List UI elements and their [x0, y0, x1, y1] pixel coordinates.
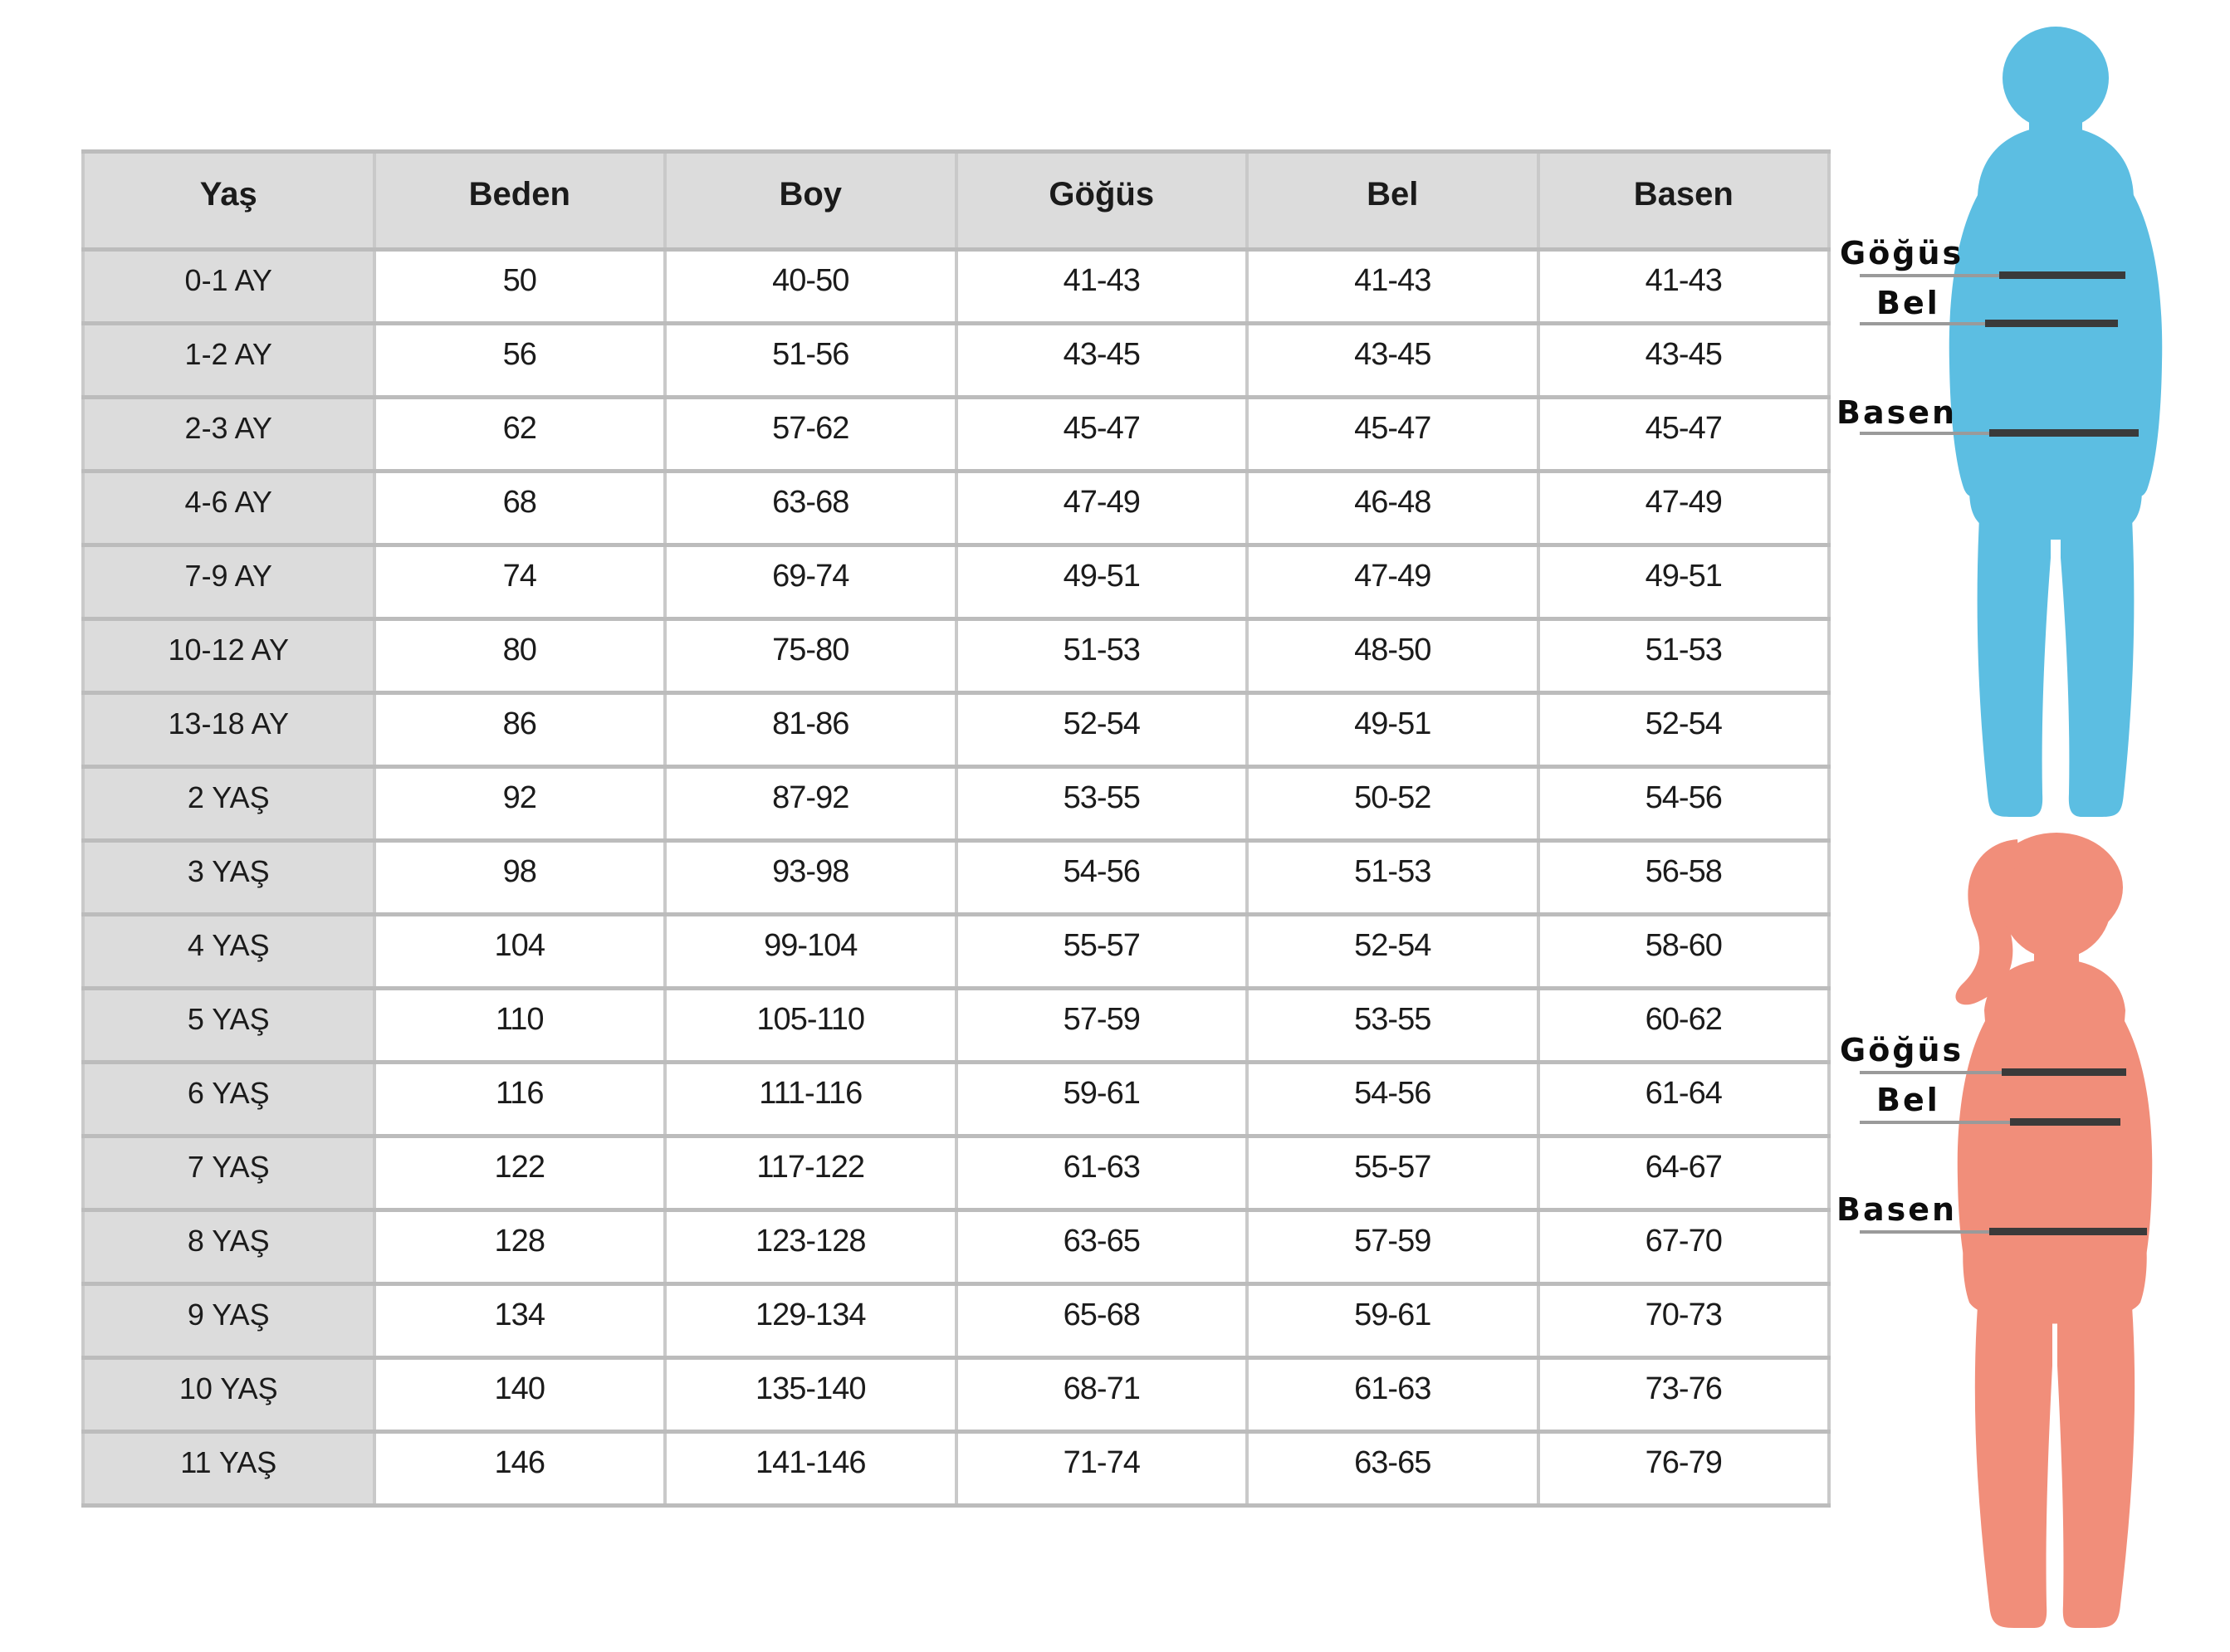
- girl-hips-label: Basen: [1836, 1191, 1958, 1228]
- row-age-cell: 2-3 AY: [83, 398, 374, 472]
- row-age-cell: 4 YAŞ: [83, 915, 374, 989]
- row-age-cell: 8 YAŞ: [83, 1210, 374, 1284]
- table-row: [83, 767, 1829, 841]
- row-value-cell: 47-49: [956, 472, 1248, 545]
- row-value-cell: 122: [374, 1136, 666, 1210]
- table-row: [83, 545, 1829, 619]
- row-value-cell: 43-45: [956, 324, 1248, 398]
- row-value-cell: 65-68: [956, 1284, 1248, 1358]
- row-value-cell: 54-56: [1247, 1063, 1538, 1136]
- row-age-cell: 7-9 AY: [83, 545, 374, 619]
- header-waist: Bel: [1247, 152, 1538, 250]
- row-value-cell: 74: [374, 545, 666, 619]
- boy-chest-measure-line: [1999, 271, 2125, 279]
- row-value-cell: 86: [374, 693, 666, 767]
- boy-waist-label: Bel: [1876, 285, 1940, 321]
- row-value-cell: 61-63: [956, 1136, 1248, 1210]
- row-value-cell: 59-61: [1247, 1284, 1538, 1358]
- row-value-cell: 134: [374, 1284, 666, 1358]
- girl-hips-leader-line: [1860, 1230, 1993, 1234]
- table-row: [83, 398, 1829, 472]
- row-value-cell: 60-62: [1538, 989, 1830, 1063]
- table-row: [83, 619, 1829, 693]
- row-value-cell: 45-47: [1247, 398, 1538, 472]
- table-row: [83, 1432, 1829, 1506]
- row-value-cell: 63-65: [1247, 1432, 1538, 1506]
- row-age-cell: 1-2 AY: [83, 324, 374, 398]
- row-age-cell: 11 YAŞ: [83, 1432, 374, 1506]
- row-value-cell: 99-104: [665, 915, 956, 989]
- table-row: [83, 1358, 1829, 1432]
- girl-chest-measure-line: [2002, 1068, 2126, 1076]
- boy-hips-label: Basen: [1836, 394, 1958, 431]
- row-value-cell: 104: [374, 915, 666, 989]
- row-value-cell: 140: [374, 1358, 666, 1432]
- row-value-cell: 52-54: [1538, 693, 1830, 767]
- row-value-cell: 43-45: [1247, 324, 1538, 398]
- row-value-cell: 57-62: [665, 398, 956, 472]
- row-age-cell: 9 YAŞ: [83, 1284, 374, 1358]
- row-value-cell: 49-51: [956, 545, 1248, 619]
- row-value-cell: 141-146: [665, 1432, 956, 1506]
- girl-waist-measure-line: [2010, 1118, 2120, 1126]
- table-body: [83, 250, 1829, 1506]
- row-value-cell: 76-79: [1538, 1432, 1830, 1506]
- row-value-cell: 51-53: [956, 619, 1248, 693]
- table-row: [83, 989, 1829, 1063]
- row-value-cell: 58-60: [1538, 915, 1830, 989]
- row-value-cell: 50-52: [1247, 767, 1538, 841]
- boy-hips-leader-line: [1860, 432, 1993, 435]
- row-value-cell: 87-92: [665, 767, 956, 841]
- table-row: [83, 250, 1829, 324]
- boy-waist-measure-line: [1985, 320, 2118, 327]
- row-value-cell: 110: [374, 989, 666, 1063]
- row-value-cell: 116: [374, 1063, 666, 1136]
- row-value-cell: 63-68: [665, 472, 956, 545]
- table-row: [83, 1284, 1829, 1358]
- row-value-cell: 98: [374, 841, 666, 915]
- row-value-cell: 45-47: [1538, 398, 1830, 472]
- row-age-cell: 2 YAŞ: [83, 767, 374, 841]
- row-age-cell: 6 YAŞ: [83, 1063, 374, 1136]
- row-value-cell: 129-134: [665, 1284, 956, 1358]
- row-age-cell: 13-18 AY: [83, 693, 374, 767]
- girl-waist-label: Bel: [1876, 1082, 1940, 1118]
- row-value-cell: 47-49: [1247, 545, 1538, 619]
- size-chart-table: [81, 149, 1831, 1508]
- table-row: [83, 472, 1829, 545]
- header-height: Boy: [665, 152, 956, 250]
- row-age-cell: 10-12 AY: [83, 619, 374, 693]
- row-value-cell: 59-61: [956, 1063, 1248, 1136]
- girl-chest-leader-line: [1860, 1071, 2005, 1074]
- row-value-cell: 54-56: [956, 841, 1248, 915]
- row-value-cell: 68-71: [956, 1358, 1248, 1432]
- table-row: [83, 1063, 1829, 1136]
- boy-chest-leader-line: [1860, 274, 2003, 277]
- row-value-cell: 111-116: [665, 1063, 956, 1136]
- header-age: Yaş: [83, 152, 374, 250]
- row-value-cell: 61-63: [1247, 1358, 1538, 1432]
- header-hips: Basen: [1538, 152, 1830, 250]
- row-value-cell: 55-57: [956, 915, 1248, 989]
- row-value-cell: 56: [374, 324, 666, 398]
- table-row: [83, 324, 1829, 398]
- row-value-cell: 54-56: [1538, 767, 1830, 841]
- table-row: [83, 841, 1829, 915]
- row-value-cell: 52-54: [1247, 915, 1538, 989]
- table-header-row: [83, 152, 1829, 250]
- row-value-cell: 53-55: [956, 767, 1248, 841]
- row-value-cell: 40-50: [665, 250, 956, 324]
- row-value-cell: 93-98: [665, 841, 956, 915]
- table-row: [83, 915, 1829, 989]
- row-value-cell: 49-51: [1538, 545, 1830, 619]
- boy-hips-measure-line: [1989, 429, 2139, 437]
- table-row: [83, 1136, 1829, 1210]
- row-value-cell: 51-53: [1538, 619, 1830, 693]
- row-value-cell: 51-53: [1247, 841, 1538, 915]
- row-value-cell: 117-122: [665, 1136, 956, 1210]
- row-age-cell: 7 YAŞ: [83, 1136, 374, 1210]
- girl-hips-measure-line: [1989, 1228, 2147, 1235]
- row-value-cell: 128: [374, 1210, 666, 1284]
- row-value-cell: 75-80: [665, 619, 956, 693]
- row-value-cell: 47-49: [1538, 472, 1830, 545]
- table-row: [83, 693, 1829, 767]
- row-age-cell: 3 YAŞ: [83, 841, 374, 915]
- boy-chest-label: Göğüs: [1840, 235, 1964, 271]
- row-value-cell: 52-54: [956, 693, 1248, 767]
- row-value-cell: 57-59: [1247, 1210, 1538, 1284]
- row-value-cell: 92: [374, 767, 666, 841]
- row-value-cell: 62: [374, 398, 666, 472]
- row-value-cell: 64-67: [1538, 1136, 1830, 1210]
- row-value-cell: 69-74: [665, 545, 956, 619]
- row-value-cell: 48-50: [1247, 619, 1538, 693]
- row-value-cell: 57-59: [956, 989, 1248, 1063]
- row-age-cell: 5 YAŞ: [83, 989, 374, 1063]
- girl-chest-label: Göğüs: [1840, 1032, 1964, 1068]
- row-value-cell: 80: [374, 619, 666, 693]
- row-age-cell: 4-6 AY: [83, 472, 374, 545]
- header-size: Beden: [374, 152, 666, 250]
- row-value-cell: 51-56: [665, 324, 956, 398]
- row-value-cell: 43-45: [1538, 324, 1830, 398]
- row-value-cell: 49-51: [1247, 693, 1538, 767]
- row-value-cell: 146: [374, 1432, 666, 1506]
- row-value-cell: 105-110: [665, 989, 956, 1063]
- row-value-cell: 73-76: [1538, 1358, 1830, 1432]
- row-value-cell: 70-73: [1538, 1284, 1830, 1358]
- row-value-cell: 50: [374, 250, 666, 324]
- row-value-cell: 45-47: [956, 398, 1248, 472]
- row-value-cell: 63-65: [956, 1210, 1248, 1284]
- row-value-cell: 41-43: [956, 250, 1248, 324]
- row-value-cell: 123-128: [665, 1210, 956, 1284]
- row-value-cell: 135-140: [665, 1358, 956, 1432]
- row-value-cell: 53-55: [1247, 989, 1538, 1063]
- row-value-cell: 55-57: [1247, 1136, 1538, 1210]
- row-value-cell: 41-43: [1538, 250, 1830, 324]
- row-value-cell: 67-70: [1538, 1210, 1830, 1284]
- row-value-cell: 46-48: [1247, 472, 1538, 545]
- boy-waist-leader-line: [1860, 322, 1988, 325]
- row-value-cell: 81-86: [665, 693, 956, 767]
- row-value-cell: 68: [374, 472, 666, 545]
- row-value-cell: 71-74: [956, 1432, 1248, 1506]
- girl-waist-leader-line: [1860, 1121, 2013, 1124]
- row-value-cell: 61-64: [1538, 1063, 1830, 1136]
- row-age-cell: 0-1 AY: [83, 250, 374, 324]
- boy-body-shape: [1949, 27, 2162, 817]
- row-value-cell: 56-58: [1538, 841, 1830, 915]
- header-chest: Göğüs: [956, 152, 1248, 250]
- row-age-cell: 10 YAŞ: [83, 1358, 374, 1432]
- row-value-cell: 41-43: [1247, 250, 1538, 324]
- table-row: [83, 1210, 1829, 1284]
